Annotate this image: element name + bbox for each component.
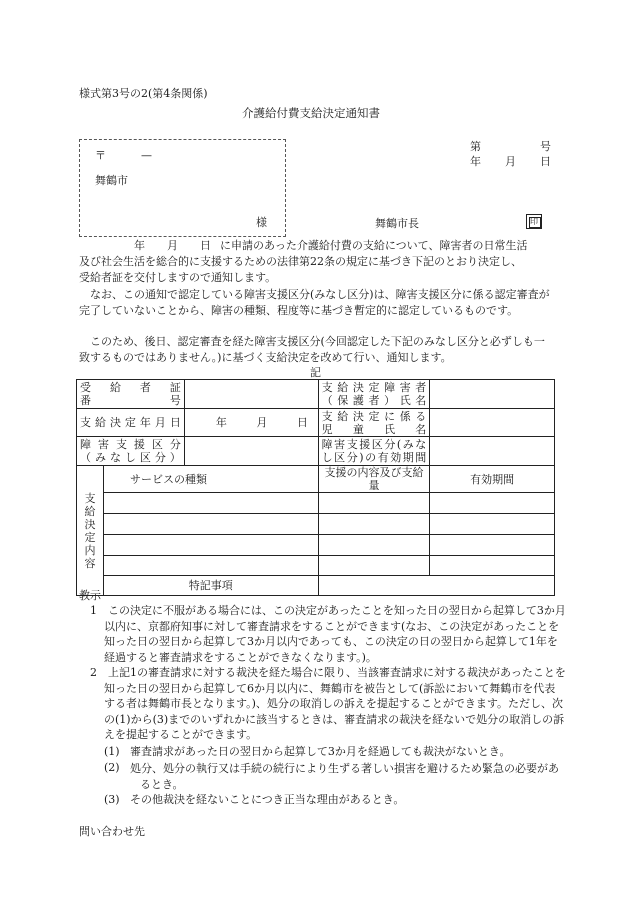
date-month: 月 <box>505 155 516 168</box>
date-day: 日 <box>540 155 551 168</box>
body-p1-line3: 受給者証を交付しますので通知します。 <box>79 271 277 284</box>
service-cell <box>103 556 318 576</box>
decision-content-side-label: 支 給 決 定 内 容 <box>77 466 104 596</box>
kyoji-heading: 教示 <box>79 589 101 602</box>
kyoji-sub2: 処分、処分の執行又は手続の続行により生ずる著しい損害を避けるため緊急の必要があるとき。 <box>130 762 559 791</box>
special-notes-label: 特記事項 <box>103 576 318 596</box>
support-class-label: 障害支援区分 （みなし区分） <box>77 437 185 466</box>
content-cell <box>318 493 430 514</box>
kyoji-item-1: 1 この決定に不服がある場合には、この決定があったことを知った日の翌日から起算して3か月以内に、京都府知事に対して審査請求をすることができます(なお、この決定があったことを知った日の翌日から起算して3か月以内であっても、この決定の日の翌日から起算して1年を経過すると審査請求をすることができなくなります。)。 <box>90 604 566 664</box>
kyoji-sub1-num: (1) <box>104 745 120 758</box>
support-class-value <box>184 437 318 466</box>
period-cell <box>430 535 555 556</box>
application-date: 年 月 日 <box>134 239 211 252</box>
issuer-name: 舞鶴市長 <box>375 217 419 230</box>
period-cell <box>430 556 555 576</box>
service-cell <box>103 514 318 535</box>
decision-child-label: 支給決定に係る 児 童 氏 名 <box>318 409 430 437</box>
decision-person-label: 支給決定障害者 （保護者）氏名 <box>318 380 430 409</box>
decision-date-label: 支給決定年月日 <box>77 409 185 437</box>
kyoji-sub2-num: (2) <box>104 761 120 774</box>
kyoji-sub3-num: (3) <box>104 793 120 806</box>
period-cell <box>430 514 555 535</box>
doc-no-go: 号 <box>540 140 551 153</box>
postal-mark: 〒 <box>95 149 106 162</box>
col-header-content: 支援の内容及び支給量 <box>318 466 430 493</box>
body-p1-line1: に申請のあった介護給付費の支給について、障害者の日常生活 <box>220 239 528 252</box>
service-cell <box>103 493 318 514</box>
addressee-city: 舞鶴市 <box>95 174 128 187</box>
recipient-no-value <box>184 380 318 409</box>
special-notes-value <box>318 576 554 596</box>
document-title: 介護給付費支給決定通知書 <box>242 106 380 120</box>
decision-table <box>76 379 555 596</box>
decision-date-value: 年 月 日 <box>184 409 318 437</box>
content-cell <box>318 556 430 576</box>
content-cell <box>318 535 430 556</box>
honorific: 様 <box>256 216 267 229</box>
decision-person-value <box>430 380 555 409</box>
recipient-no-label: 受 給 者 証 番 号 <box>77 380 185 409</box>
body-p1-line2: 及び社会生活を総合的に支援するための法律第22条の規定に基づき下記のとおり決定し、 <box>79 255 522 268</box>
form-number: 様式第3号の2(第4条関係) <box>79 87 208 100</box>
body-paragraph-3: このため、後日、認定審査を経た障害支援区分(今回認定した下記のみなし区分と必ずしも一致するものではありません。)に基づく支給決定を改めて行い、通知します。 <box>79 335 545 364</box>
col-header-service: サービスの種類 <box>103 466 318 493</box>
col-header-period: 有効期間 <box>430 466 555 493</box>
support-class-period-value <box>430 437 555 466</box>
seal-char: 印 <box>530 217 538 226</box>
postal-dash: — <box>141 149 152 162</box>
contact-label: 問い合わせ先 <box>79 825 145 838</box>
kyoji-sub3: その他裁決を経ないことにつき正当な理由があるとき。 <box>130 793 405 806</box>
kyoji-sub1: 審査請求があった日の翌日から起算して3か月を経過しても裁決がないとき。 <box>130 745 511 758</box>
address-box <box>79 139 286 237</box>
date-year: 年 <box>470 155 481 168</box>
ki-marker: 記 <box>310 366 321 379</box>
body-paragraph-2: なお、この通知で認定している障害支援区分(みなし区分)は、障害支援区分に係る認定審査が完了していないことから、障害の種類、程度等に基づき暫定的に認定しているものです。 <box>79 288 550 317</box>
service-cell <box>103 535 318 556</box>
doc-no-dai: 第 <box>470 140 481 153</box>
content-cell <box>318 514 430 535</box>
kyoji-item-2: 2 上記1の審査請求に対する裁決を経た場合に限り、当該審査請求に対する裁決があったことを知った日の翌日から起算して6か月以内に、舞鶴市を被告として(訴訟において舞鶴市を代表する者は舞鶴市長となります。)、処分の取消しの訴えを提起することができます。ただし、次の(1)から(3)までのいずれかに該当するときは、審査請求の裁決を経ないで処分の取消しの訴えを提起することができます。 <box>90 666 566 741</box>
decision-child-value <box>430 409 555 437</box>
support-class-period-label: 障害支援区分(みな し区分)の有効期間 <box>318 437 430 466</box>
period-cell <box>430 493 555 514</box>
